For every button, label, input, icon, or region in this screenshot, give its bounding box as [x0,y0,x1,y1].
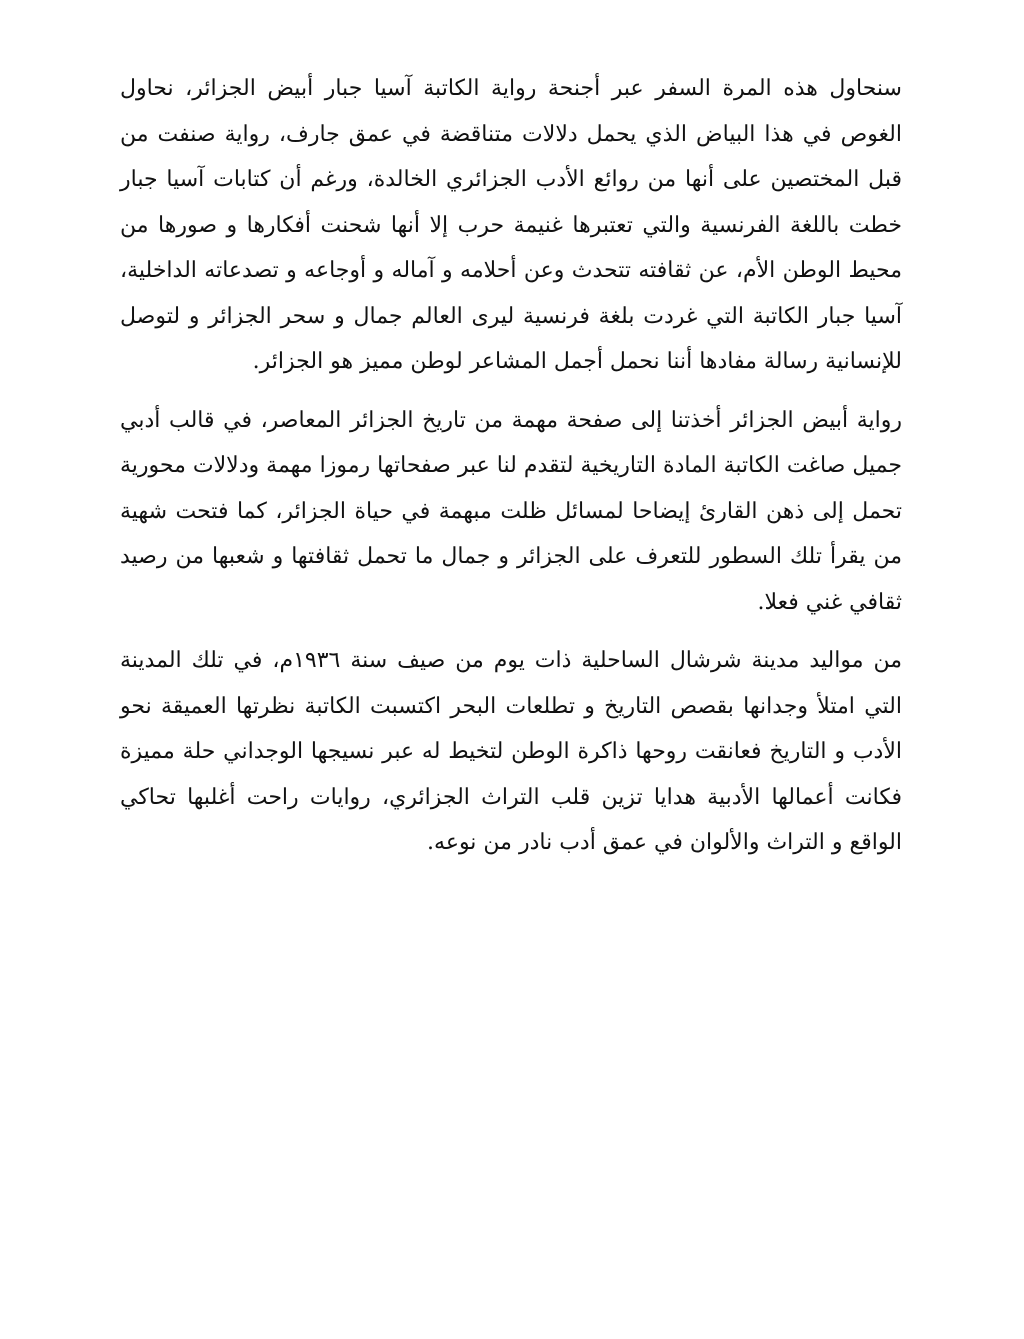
paragraph-2: رواية أبيض الجزائر أخذتنا إلى صفحة مهمة من تاريخ الجزائر المعاصر، في قالب أدبي جميل صاغت الكاتبة المادة التاريخية لتقدم لنا عبر صفحاتها رموزا مهمة ودلالات محورية تحمل إلى ذهن القارئ إيضاحا لمسائل ظلت مبهمة في حياة الجزائر، كما فتحت شهية من يقرأ تلك السطور للتعرف على الجزائر و جمال ما تحمل ثقافتها و شعبها من رصيد ثقافي غني فعلا. [120,407,902,615]
paragraph-3: من مواليد مدينة شرشال الساحلية ذات يوم من صيف سنة ١٩٣٦م، في تلك المدينة التي امتلأ وجدانها بقصص التاريخ و تطلعات البحر اكتسبت الكاتبة نظرتها العميقة نحو الأدب و التاريخ فعانقت روحها ذاكرة الوطن لتخيط له عبر نسيجها الوجداني حلة مميزة فكانت أعمالها الأدبية هدايا تزين قلب التراث الجزائري، روايات راحت أغلبها تحاكي الواقع و التراث والألوان في عمق أدب نادر من نوعه. [120,648,902,855]
paragraph-1: سنحاول هذه المرة السفر عبر أجنحة رواية الكاتبة آسيا جبار أبيض الجزائر، نحاول الغوص في هذا البياض الذي يحمل دلالات متناقضة في عمق جارف، رواية صنفت من قبل المختصين على أنها من روائع الأدب الجزائري الخالدة، ورغم أن كتابات آسيا جبار خطت باللغة الفرنسية والتي تعتبرها غنيمة حرب إلا أنها شحنت أفكارها و صورها من محيط الوطن الأم، عن ثقافته تتحدث وعن أحلامه و آماله و أوجاعه و تصدعاته الداخلية، آسيا جبار الكاتبة التي غردت بلغة فرنسية ليرى العالم جمال و سحر الجزائر و لتوصل للإنسانية رسالة مفادها أننا نحمل أجمل المشاعر لوطن مميز هو الجزائر. [120,76,902,374]
document-page [120,66,902,866]
